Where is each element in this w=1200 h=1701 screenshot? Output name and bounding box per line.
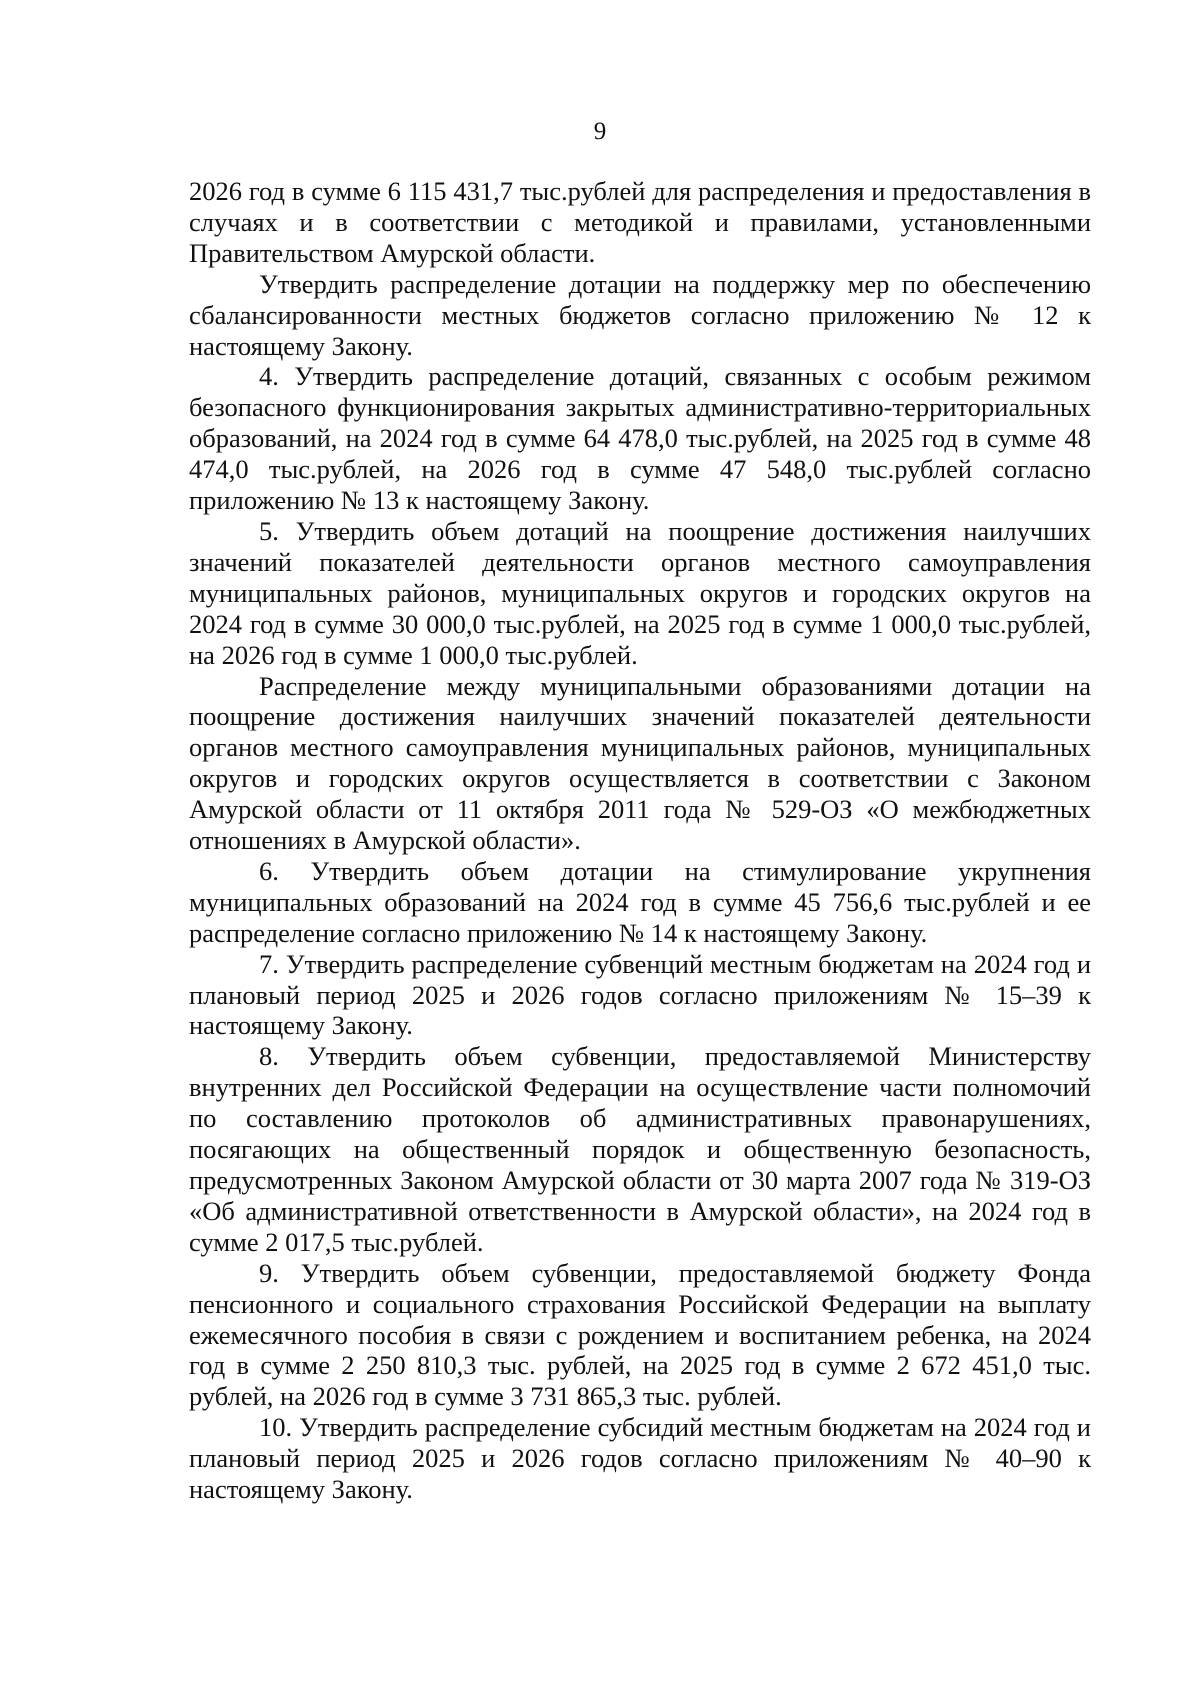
paragraph-item-5: 5. Утвердить объем дотаций на поощрение достижения наилучших значений показателей деятельности органов местного самоуправления муниципальных районов, муниципальных округов и городских округов на 2024 год в сумме 30 000,0 тыс.рублей, на 2025 год в сумме 1 000,0 тыс.рублей, на 2026 год в сумме 1 000,0 тыс.рублей. <box>189 515 1091 670</box>
paragraph-balance-subsidy: Утвердить распределение дотации на поддержку мер по обеспечению сбалансированности местных бюджетов согласно приложению № 12 к настоящему Закону. <box>189 268 1091 361</box>
paragraph-item-8: 8. Утвердить объем субвенции, предоставляемой Министерству внутренних дел Российской Федерации на осуществление части полномочий по составлению протоколов об административных правонарушениях, посягающих на общественный порядок и общественную безопасность, предусмотренных Законом Амурской области от 30 марта 2007 года № 319-ОЗ «Об административной ответственности в Амурской области», на 2024 год в сумме 2 017,5 тыс.рублей. <box>189 1041 1091 1257</box>
page-number: 9 <box>593 118 607 145</box>
paragraph-item-7: 7. Утвердить распределение субвенций местным бюджетам на 2024 год и плановый период 2025 и 2026 годов согласно приложениям № 15–39 к настоящему Закону. <box>189 948 1091 1041</box>
paragraph-distribution-note: Распределение между муниципальными образованиями дотации на поощрение достижения наилучших значений показателей деятельности органов местного самоуправления муниципальных районов, муниципальных округов и городских округов осуществляется в соответствии с Законом Амурской области от 11 октября 2011 года № 529-ОЗ «О межбюджетных отношениях в Амурской области». <box>189 670 1091 856</box>
paragraph-item-6: 6. Утвердить объем дотации на стимулирование укрупнения муниципальных образований на 2024 год в сумме 45 756,6 тыс.рублей и ее распределение согласно приложению № 14 к настоящему Закону. <box>189 855 1091 948</box>
document-body <box>189 176 1091 1505</box>
paragraph-continuation: 2026 год в сумме 6 115 431,7 тыс.рублей для распределения и предоставления в случаях и в соответствии с методикой и правилами, установленными Правительством Амурской области. <box>189 176 1091 268</box>
paragraph-item-4: 4. Утвердить распределение дотаций, связанных с особым режимом безопасного функционирования закрытых административно-территориальных образований, на 2024 год в сумме 64 478,0 тыс.рублей, на 2025 год в сумме 48 474,0 тыс.рублей, на 2026 год в сумме 47 548,0 тыс.рублей согласно приложению № 13 к настоящему Закону. <box>189 361 1091 516</box>
paragraph-item-10: 10. Утвердить распределение субсидий местным бюджетам на 2024 год и плановый период 2025 и 2026 годов согласно приложениям № 40–90 к настоящему Закону. <box>189 1412 1091 1505</box>
paragraph-item-9: 9. Утвердить объем субвенции, предоставляемой бюджету Фонда пенсионного и социального страхования Российской Федерации на выплату ежемесячного пособия в связи с рождением и воспитанием ребенка, на 2024 год в сумме 2 250 810,3 тыс. рублей, на 2025 год в сумме 2 672 451,0 тыс. рублей, на 2026 год в сумме 3 731 865,3 тыс. рублей. <box>189 1257 1091 1412</box>
